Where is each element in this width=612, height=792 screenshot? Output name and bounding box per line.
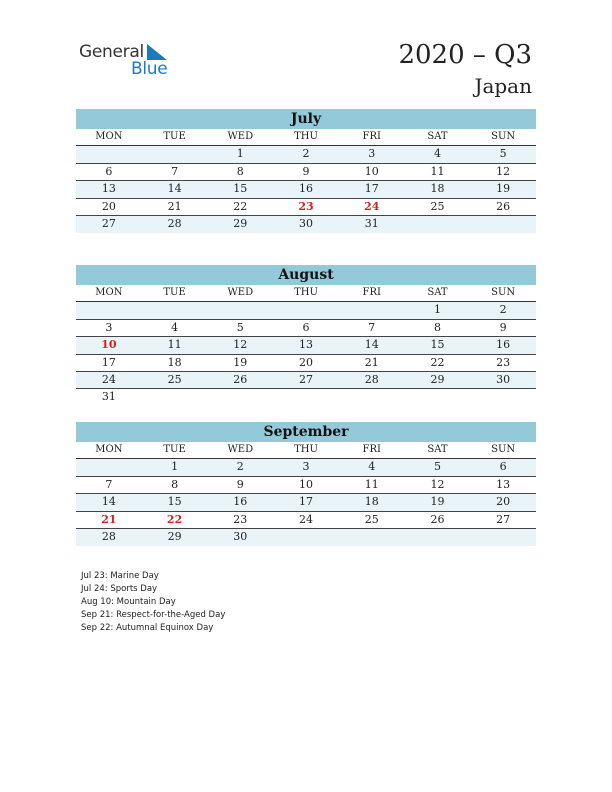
country-name: Japan — [474, 74, 532, 98]
weekday-label: FRI — [362, 444, 381, 455]
day-cell: 17 — [101, 355, 116, 369]
day-cell: 9 — [236, 477, 244, 491]
day-cell: 9 — [499, 320, 507, 334]
weekday-label: THU — [294, 287, 318, 298]
weekday-label: WED — [227, 444, 254, 455]
day-cell: 3 — [302, 460, 310, 474]
day-cell: 21 — [101, 512, 117, 526]
day-cell: 26 — [496, 199, 511, 213]
day-cell: 29 — [233, 216, 248, 230]
holiday-note: Aug 10: Mountain Day — [81, 597, 176, 607]
day-cell: 28 — [167, 216, 182, 230]
day-cell: 9 — [302, 164, 310, 178]
day-cell: 2 — [236, 460, 244, 474]
day-cell: 8 — [171, 477, 179, 491]
logo-general-text: General — [79, 42, 144, 62]
day-cell: 13 — [496, 477, 511, 491]
empty-day-cell — [273, 389, 339, 406]
weekday-label: MON — [95, 444, 123, 455]
week-row — [76, 512, 536, 529]
weekday-label: THU — [294, 131, 318, 142]
day-cell: 27 — [299, 372, 314, 386]
day-cell: 15 — [233, 182, 248, 196]
weekday-header-row — [76, 442, 536, 459]
empty-day-cell — [207, 389, 273, 406]
day-cell: 31 — [364, 216, 379, 230]
weekday-label: SUN — [491, 444, 516, 455]
empty-day-cell — [142, 302, 208, 318]
day-cell: 10 — [101, 338, 117, 352]
day-cell: 16 — [496, 338, 511, 352]
day-cell: 27 — [496, 512, 511, 526]
day-cell: 23 — [496, 355, 511, 369]
empty-day-cell — [207, 302, 273, 318]
empty-day-cell — [405, 216, 471, 233]
day-cell: 8 — [236, 164, 244, 178]
empty-day-cell — [470, 389, 536, 406]
week-row — [76, 199, 536, 216]
day-cell: 25 — [167, 372, 182, 386]
day-cell: 12 — [430, 477, 445, 491]
day-cell: 25 — [364, 512, 379, 526]
day-cell: 23 — [298, 199, 314, 213]
weekday-label: MON — [95, 287, 123, 298]
week-row — [76, 494, 536, 511]
month-title: September — [76, 422, 536, 442]
day-cell: 2 — [302, 147, 310, 161]
month-title: July — [76, 109, 536, 129]
empty-day-cell — [339, 529, 405, 546]
day-cell: 4 — [433, 147, 441, 161]
day-cell: 21 — [167, 199, 182, 213]
day-cell: 20 — [101, 199, 116, 213]
day-cell: 4 — [171, 320, 179, 334]
empty-day-cell — [142, 146, 208, 162]
day-cell: 5 — [499, 147, 507, 161]
day-cell: 15 — [430, 338, 445, 352]
empty-day-cell — [339, 389, 405, 406]
day-cell: 7 — [171, 164, 179, 178]
weekday-label: WED — [227, 131, 254, 142]
weekday-label: TUE — [163, 287, 186, 298]
holiday-note: Jul 23: Marine Day — [81, 571, 159, 581]
empty-day-cell — [405, 529, 471, 546]
day-cell: 29 — [430, 372, 445, 386]
day-cell: 31 — [101, 390, 116, 404]
week-row — [76, 164, 536, 181]
day-cell: 12 — [233, 338, 248, 352]
day-cell: 23 — [233, 512, 248, 526]
logo-blue-text: Blue — [131, 59, 168, 79]
day-cell: 27 — [101, 216, 116, 230]
day-cell: 18 — [167, 355, 182, 369]
day-cell: 6 — [302, 320, 310, 334]
day-cell: 11 — [364, 477, 379, 491]
day-cell: 24 — [299, 512, 314, 526]
day-cell: 16 — [299, 182, 314, 196]
empty-day-cell — [76, 302, 142, 318]
empty-day-cell — [470, 529, 536, 546]
day-cell: 5 — [433, 460, 441, 474]
day-cell: 30 — [496, 372, 511, 386]
weekday-label: FRI — [362, 131, 381, 142]
week-row — [76, 216, 536, 233]
day-cell: 30 — [299, 216, 314, 230]
month-september — [76, 422, 536, 546]
weekday-header-row — [76, 285, 536, 302]
day-cell: 10 — [299, 477, 314, 491]
day-cell: 18 — [430, 182, 445, 196]
weekday-label: SUN — [491, 131, 516, 142]
week-row — [76, 181, 536, 198]
day-cell: 19 — [233, 355, 248, 369]
day-cell: 28 — [364, 372, 379, 386]
day-cell: 24 — [101, 372, 116, 386]
day-cell: 7 — [105, 477, 113, 491]
weekday-label: TUE — [163, 444, 186, 455]
day-cell: 2 — [499, 303, 507, 317]
weekday-header-row — [76, 129, 536, 146]
empty-day-cell — [339, 302, 405, 318]
day-cell: 19 — [496, 182, 511, 196]
day-cell: 4 — [368, 460, 376, 474]
day-cell: 5 — [236, 320, 244, 334]
month-august — [76, 265, 536, 407]
day-cell: 14 — [167, 182, 182, 196]
day-cell: 13 — [101, 182, 116, 196]
holiday-note: Sep 21: Respect-for-the-Aged Day — [81, 610, 226, 620]
week-row — [76, 355, 536, 372]
weekday-label: MON — [95, 131, 123, 142]
day-cell: 3 — [105, 320, 113, 334]
empty-day-cell — [142, 389, 208, 406]
day-cell: 28 — [101, 529, 116, 543]
weekday-label: FRI — [362, 287, 381, 298]
day-cell: 6 — [499, 460, 507, 474]
week-row — [76, 529, 536, 546]
week-row — [76, 372, 536, 389]
day-cell: 20 — [299, 355, 314, 369]
holiday-notes — [81, 570, 225, 635]
day-cell: 10 — [364, 164, 379, 178]
weekday-label: SAT — [427, 131, 448, 142]
page-title: 2020 – Q3 — [398, 40, 532, 70]
weekday-label: WED — [227, 287, 254, 298]
day-cell: 7 — [368, 320, 376, 334]
week-row — [76, 337, 536, 354]
day-cell: 17 — [364, 182, 379, 196]
day-cell: 1 — [171, 460, 179, 474]
day-cell: 22 — [166, 512, 183, 526]
week-row — [76, 320, 536, 337]
day-cell: 18 — [364, 495, 379, 509]
day-cell: 22 — [233, 199, 248, 213]
week-row — [76, 459, 536, 476]
day-cell: 19 — [430, 495, 445, 509]
month-july — [76, 109, 536, 233]
weekday-label: TUE — [163, 131, 186, 142]
day-cell: 14 — [364, 338, 379, 352]
day-cell: 26 — [233, 372, 248, 386]
holiday-note: Sep 22: Autumnal Equinox Day — [81, 623, 214, 633]
week-row — [76, 389, 536, 406]
day-cell: 20 — [496, 495, 511, 509]
day-cell: 15 — [167, 495, 182, 509]
day-cell: 26 — [430, 512, 445, 526]
day-cell: 14 — [101, 495, 116, 509]
day-cell: 3 — [368, 147, 376, 161]
holiday-note: Jul 24: Sports Day — [81, 584, 158, 594]
empty-day-cell — [273, 529, 339, 546]
day-cell: 17 — [299, 495, 314, 509]
generalblue-logo — [79, 42, 179, 78]
day-cell: 25 — [430, 199, 445, 213]
day-cell: 30 — [233, 529, 248, 543]
day-cell: 29 — [167, 529, 182, 543]
weekday-label: SAT — [427, 287, 448, 298]
empty-day-cell — [470, 216, 536, 233]
week-row — [76, 146, 536, 163]
day-cell: 1 — [236, 147, 244, 161]
week-row — [76, 477, 536, 494]
empty-day-cell — [273, 302, 339, 318]
day-cell: 16 — [233, 495, 248, 509]
day-cell: 22 — [430, 355, 445, 369]
day-cell: 1 — [433, 303, 441, 317]
day-cell: 11 — [430, 164, 445, 178]
weekday-label: SUN — [491, 287, 516, 298]
day-cell: 13 — [299, 338, 314, 352]
empty-day-cell — [405, 389, 471, 406]
month-title: August — [76, 265, 536, 285]
day-cell: 12 — [496, 164, 511, 178]
day-cell: 8 — [433, 320, 441, 334]
empty-day-cell — [76, 459, 142, 475]
weekday-label: THU — [294, 444, 318, 455]
weekday-label: SAT — [427, 444, 448, 455]
day-cell: 11 — [167, 338, 182, 352]
empty-day-cell — [76, 146, 142, 162]
week-row — [76, 302, 536, 319]
day-cell: 21 — [364, 355, 379, 369]
day-cell: 6 — [105, 164, 113, 178]
day-cell: 24 — [364, 199, 380, 213]
